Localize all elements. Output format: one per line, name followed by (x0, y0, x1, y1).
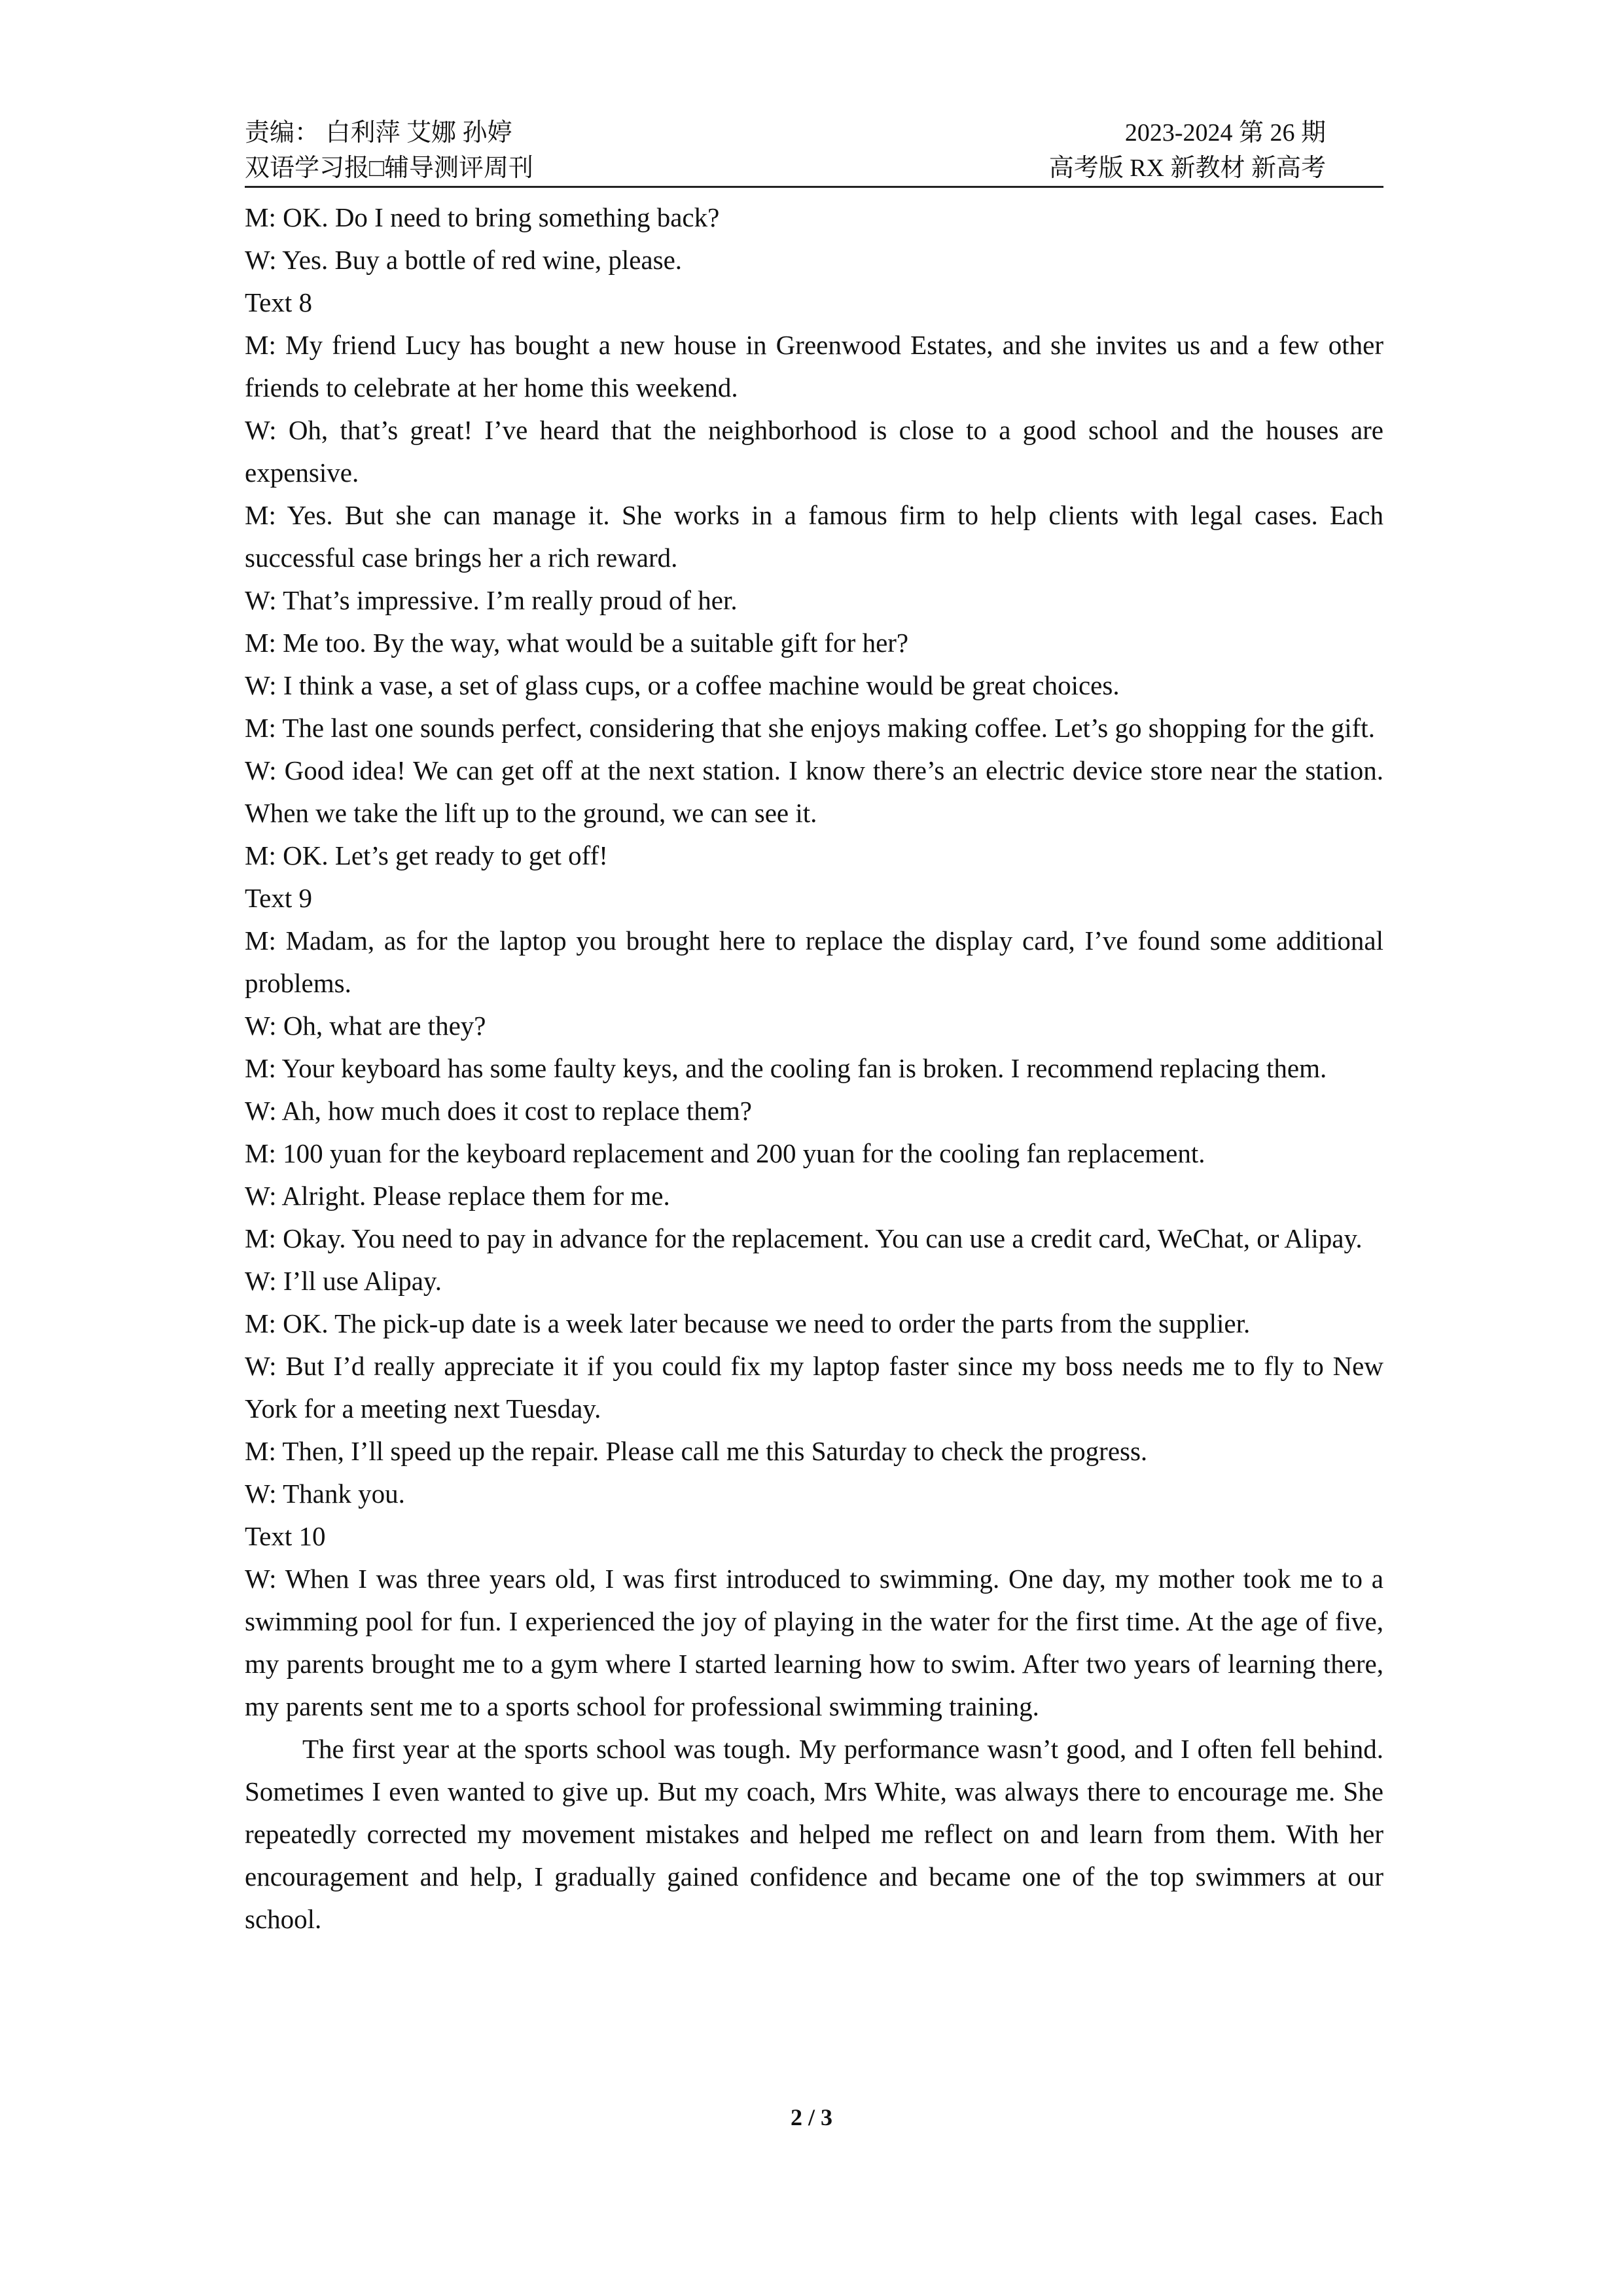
transcript-line: M: Madam, as for the laptop you brought here to replace the display card, I’ve found some additional problems. (245, 925, 1383, 998)
transcript-line: M: Me too. By the way, what would be a suitable gift for her? (245, 628, 909, 658)
transcript-line: W: Alright. Please replace them for me. (245, 1181, 670, 1211)
header-edition: 高考版 RX 新教材 新高考 (1048, 154, 1326, 182)
transcript-line: M: Okay. You need to pay in advance for the replacement. You can use a credit card, WeChat, or Alipay. (245, 1223, 1363, 1253)
transcript-line: W: Good idea! We can get off at the next station. I know there’s an electric device store near the station. When we take the lift up to the ground, we can see it. (245, 755, 1383, 828)
indented-paragraph: The first year at the sports school was tough. My performance wasn’t good, and I often fell behind. Sometimes I even wanted to give up. But my coach, Mrs White, was always there to encourage me. She repeatedly corrected my movement mistakes and helped me reflect on and learn from them. With her encouragement and help, I gradually gained confidence and became one of the top swimmers at our school. (245, 1734, 1383, 1934)
transcript-line: W: That’s impressive. I’m really proud of her. (245, 585, 738, 615)
transcript-line: M: OK. Do I need to bring something back? (245, 202, 720, 232)
section-heading-text-8: Text 8 (245, 287, 313, 317)
transcript-line: W: Ah, how much does it cost to replace them? (245, 1096, 752, 1126)
transcript-line: M: Your keyboard has some faulty keys, and the cooling fan is broken. I recommend replacing them. (245, 1053, 1327, 1083)
section-heading-text-10: Text 10 (245, 1521, 326, 1551)
transcript-body (245, 196, 1383, 1941)
header-right (1049, 115, 1326, 186)
transcript-line: W: Oh, that’s great! I’ve heard that the neighborhood is close to a good school and the houses are expensive. (245, 415, 1383, 488)
transcript-line: W: I think a vase, a set of glass cups, or a coffee machine would be great choices. (245, 670, 1120, 700)
transcript-line: W: But I’d really appreciate it if you could fix my laptop faster since my boss needs me to fly to New York for a meeting next Tuesday. (245, 1351, 1383, 1424)
transcript-line: W: When I was three years old, I was first introduced to swimming. One day, my mother took me to a swimming pool for fun. I experienced the joy of playing in the water for the first time. At the age of five, my parents brought me to a gym where I started learning how to swim. After two years of learning there, my parents sent me to a sports school for professional swimming training. (245, 1564, 1383, 1721)
header-divider (245, 186, 1383, 188)
transcript-line: M: Then, I’ll speed up the repair. Please call me this Saturday to check the progress. (245, 1436, 1148, 1466)
section-heading-text-9: Text 9 (245, 883, 313, 913)
page-header (245, 115, 1383, 186)
transcript-line: M: OK. The pick-up date is a week later because we need to order the parts from the supplier. (245, 1308, 1251, 1338)
transcript-line: W: Yes. Buy a bottle of red wine, please. (245, 245, 683, 275)
page-number: 2 / 3 (790, 2104, 832, 2130)
header-editors: 责编： 白利萍 艾娜 孙婷 (245, 119, 512, 147)
transcript-line: M: The last one sounds perfect, considering that she enjoys making coffee. Let’s go shopping for the gift. (245, 713, 1375, 743)
transcript-line: M: My friend Lucy has bought a new house in Greenwood Estates, and she invites us and a few other friends to celebrate at her home this weekend. (245, 330, 1383, 403)
header-issue: 2023-2024 第 26 期 (1124, 119, 1326, 147)
transcript-line: M: OK. Let’s get ready to get off! (245, 840, 608, 870)
transcript-line: M: Yes. But she can manage it. She works in a famous firm to help clients with legal cases. Each successful case brings her a rich reward. (245, 500, 1383, 573)
header-left (245, 115, 533, 186)
transcript-line: W: I’ll use Alipay. (245, 1266, 442, 1296)
transcript-line: W: Oh, what are they? (245, 1011, 486, 1041)
transcript-line: W: Thank you. (245, 1479, 405, 1509)
transcript-line: M: 100 yuan for the keyboard replacement and 200 yuan for the cooling fan replacement. (245, 1138, 1205, 1168)
header-publication: 双语学习报□辅导测评周刊 (245, 154, 533, 182)
